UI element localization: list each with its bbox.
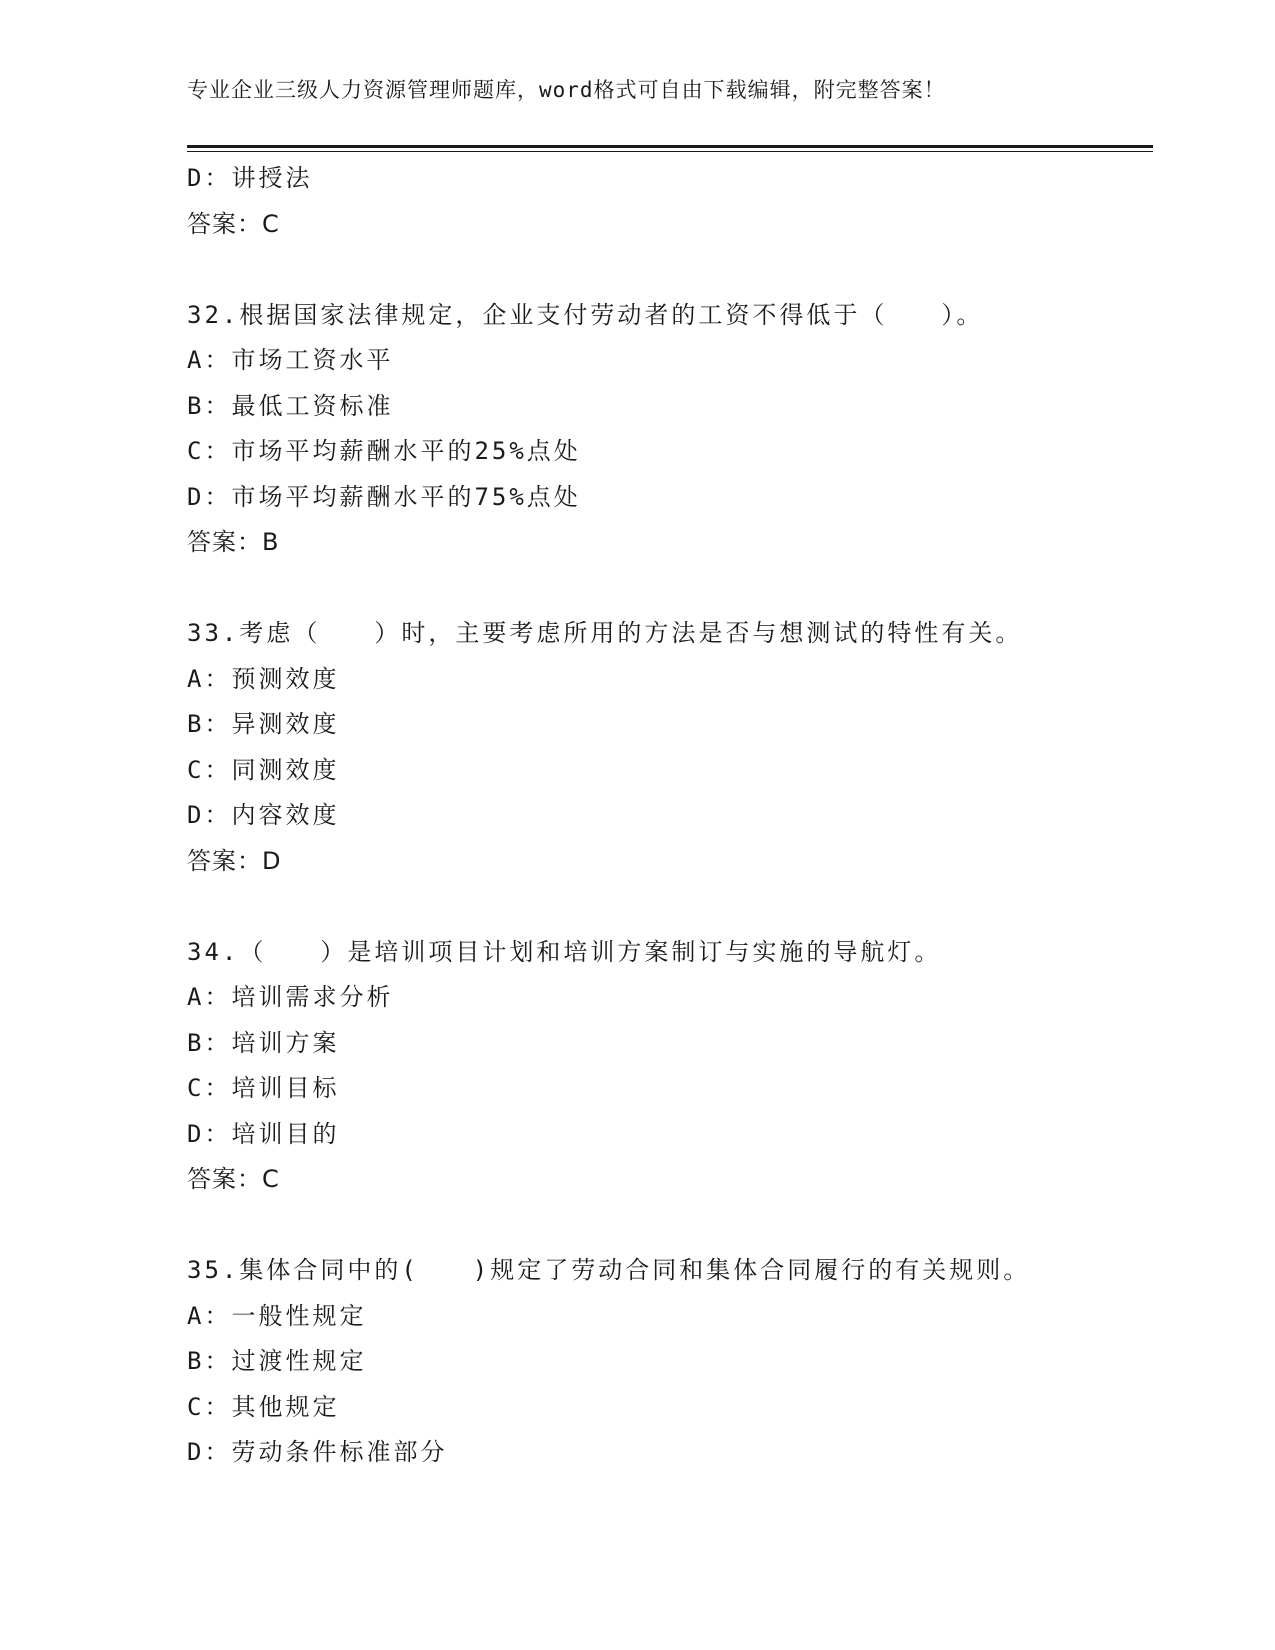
question-block [187, 293, 1153, 566]
spacer [187, 566, 1153, 612]
option-b: B：培训方案 [187, 1028, 340, 1057]
header-rule-thick [187, 145, 1153, 148]
question-block [187, 1248, 1153, 1476]
question-block-partial [187, 156, 1153, 247]
spacer [187, 884, 1153, 930]
option-d: D：讲授法 [187, 164, 313, 192]
question-stem: 34.（ ）是培训项目计划和培训方案制订与实施的导航灯。 [187, 937, 942, 966]
answer-line: 答案：C [187, 209, 280, 238]
spacer [187, 247, 1153, 293]
option-a: A：市场工资水平 [187, 346, 394, 374]
question-list [187, 156, 1153, 1476]
spacer [187, 1203, 1153, 1249]
option-b: B：异测效度 [187, 710, 340, 738]
answer-line: 答案：C [187, 1165, 280, 1193]
option-d: D：培训目的 [187, 1119, 340, 1148]
question-block [187, 611, 1153, 884]
option-a: A：一般性规定 [187, 1301, 367, 1330]
option-d: D：劳动条件标准部分 [187, 1438, 448, 1466]
option-b: B：过渡性规定 [187, 1347, 367, 1375]
option-c: C：同测效度 [187, 755, 340, 784]
answer-line: 答案：B [187, 528, 280, 556]
question-stem: 32.根据国家法律规定，企业支付劳动者的工资不得低于（ ）。 [187, 300, 984, 329]
option-b: B：最低工资标准 [187, 391, 394, 420]
page-header: 专业企业三级人力资源管理师题库，word格式可自由下载编辑，附完整答案！ [187, 78, 946, 102]
answer-line: 答案：D [187, 846, 282, 875]
option-d: D：内容效度 [187, 801, 340, 829]
option-a: A：预测效度 [187, 664, 340, 693]
question-block [187, 930, 1153, 1203]
option-c: C：培训目标 [187, 1074, 340, 1102]
option-a: A：培训需求分析 [187, 983, 394, 1011]
question-stem: 35.集体合同中的( )规定了劳动合同和集体合同履行的有关规则。 [187, 1256, 1031, 1284]
question-stem: 33.考虑（ ）时，主要考虑所用的方法是否与想测试的特性有关。 [187, 619, 1023, 647]
header-rule-thin [187, 151, 1153, 152]
option-c: C：其他规定 [187, 1392, 340, 1421]
option-d: D：市场平均薪酬水平的75%点处 [187, 482, 581, 511]
option-c: C：市场平均薪酬水平的25%点处 [187, 437, 581, 465]
